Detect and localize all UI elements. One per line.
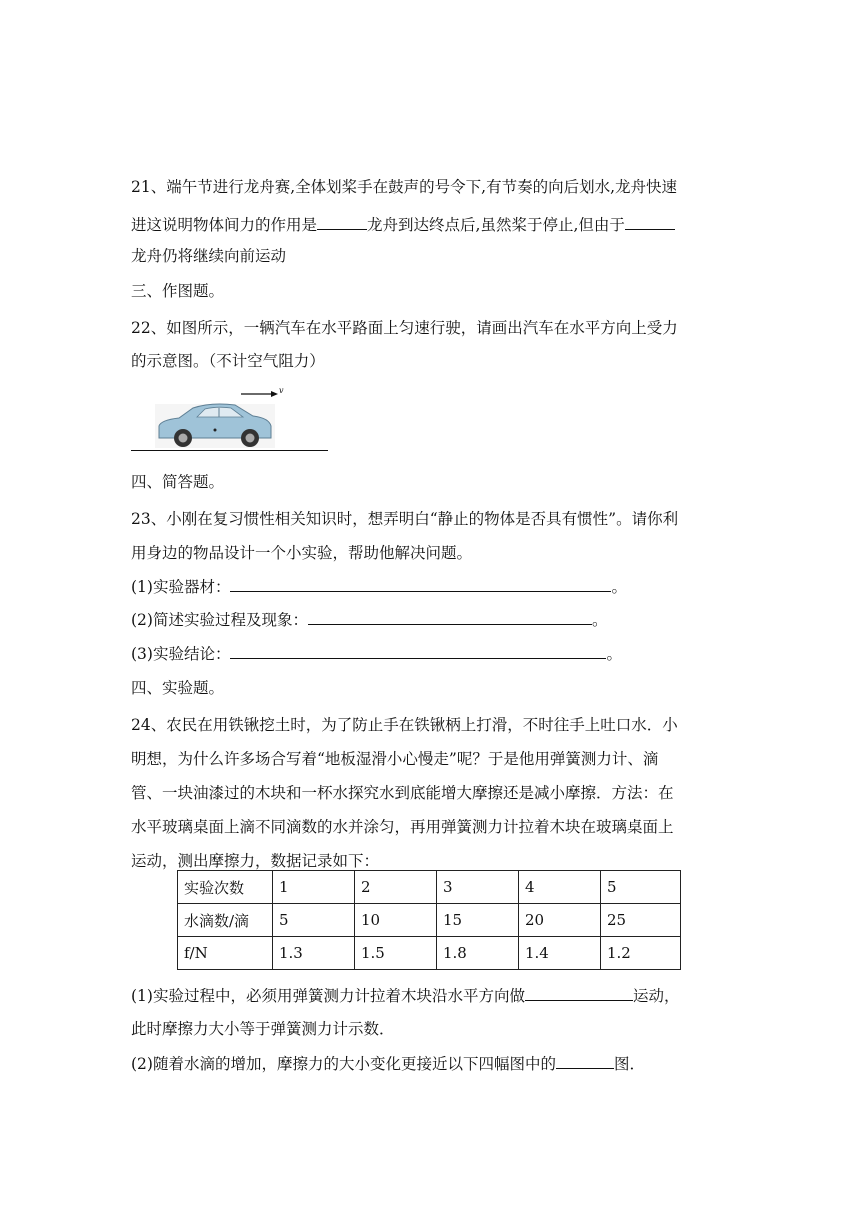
q21-line3: 龙舟仍将继续向前运动 bbox=[131, 247, 287, 265]
q24-line3: 管、一块油漆过的木块和一杯水探究水到底能增大摩擦还是减小摩擦．方法：在 bbox=[131, 784, 674, 802]
section-heading-short-answer: 四、简答题。 bbox=[131, 473, 225, 491]
q23-item2-label: (2)简述实验过程及现象： bbox=[131, 611, 308, 629]
table-cell: 3 bbox=[437, 871, 519, 904]
q23-item3-label: (3)实验结论： bbox=[131, 645, 231, 663]
table-cell: 实验次数 bbox=[178, 871, 273, 904]
table-row bbox=[178, 871, 681, 904]
answer-blank[interactable] bbox=[317, 213, 367, 230]
q22-line2: 的示意图。（不计空气阻力） bbox=[131, 352, 325, 370]
period: 。 bbox=[611, 578, 627, 596]
table-cell: 5 bbox=[601, 871, 681, 904]
road-line bbox=[131, 450, 328, 451]
answer-blank[interactable] bbox=[525, 984, 633, 1001]
q24-line5: 运动，测出摩擦力，数据记录如下： bbox=[131, 852, 380, 870]
table-cell: 1 bbox=[273, 871, 355, 904]
q24-line1: 24、农民在用铁锹挖土时，为了防止手在铁锹柄上打滑，不时往手上吐口水．小 bbox=[131, 716, 678, 734]
table-cell: 水滴数/滴 bbox=[178, 904, 273, 937]
table-row bbox=[178, 937, 681, 970]
answer-blank[interactable] bbox=[308, 608, 592, 625]
table-cell: 1.2 bbox=[601, 937, 681, 970]
q24-sub2 bbox=[131, 1052, 645, 1075]
table-cell: 1.3 bbox=[273, 937, 355, 970]
data-table bbox=[177, 870, 681, 970]
car-figure bbox=[131, 386, 331, 452]
table-cell: 5 bbox=[273, 904, 355, 937]
table-cell: 2 bbox=[355, 871, 437, 904]
q23-item1 bbox=[131, 575, 627, 598]
q24-line2: 明想，为什么许多场合写着“地板湿滑小心慢走”呢？于是他用弹簧测力计、滴 bbox=[131, 750, 659, 768]
table-cell: 20 bbox=[519, 904, 601, 937]
q21-line1: 21、端午节进行龙舟赛,全体划桨手在鼓声的号令下,有节奏的向后划水,龙舟快速 bbox=[131, 178, 678, 196]
table-cell: 15 bbox=[437, 904, 519, 937]
q23-line1: 23、小刚在复习惯性相关知识时，想弄明白“静止的物体是否具有惯性”。请你利 bbox=[131, 510, 679, 528]
table-cell: f/N bbox=[178, 937, 273, 970]
table-cell: 25 bbox=[601, 904, 681, 937]
q21-line2-part-a: 进这说明物体间力的作用是 bbox=[131, 216, 318, 234]
velocity-label: v bbox=[279, 386, 284, 395]
q24-sub1-line2: 此时摩擦力大小等于弹簧测力计示数． bbox=[131, 1020, 395, 1038]
table-cell: 1.8 bbox=[437, 937, 519, 970]
answer-blank[interactable] bbox=[625, 213, 675, 230]
q22-line1: 22、如图所示，一辆汽车在水平路面上匀速行驶，请画出汽车在水平方向上受力 bbox=[131, 319, 678, 337]
table-cell: 1.4 bbox=[519, 937, 601, 970]
q23-item1-label: (1)实验器材： bbox=[131, 578, 231, 596]
section-heading-drawing: 三、作图题。 bbox=[131, 282, 225, 300]
q24-sub1-part-a: (1)实验过程中，必须用弹簧测力计拉着木块沿水平方向做 bbox=[131, 987, 525, 1005]
q24-sub2-part-b: 图． bbox=[613, 1055, 645, 1073]
car-illustration bbox=[131, 386, 331, 452]
q23-item3 bbox=[131, 642, 622, 665]
answer-blank[interactable] bbox=[230, 642, 606, 659]
section-heading-experiment: 四、实验题。 bbox=[131, 679, 225, 697]
q24-sub2-part-a: (2)随着水滴的增加，摩擦力的大小变化更接近以下四幅图中的 bbox=[131, 1055, 556, 1073]
q21-line2-part-b: 龙舟到达终点后,虽然桨于停止,但由于 bbox=[367, 216, 625, 234]
table-row bbox=[178, 904, 681, 937]
period: 。 bbox=[606, 645, 622, 663]
q23-item2 bbox=[131, 608, 607, 631]
q24-sub1-part-b: 运动， bbox=[632, 987, 680, 1005]
table-cell: 10 bbox=[355, 904, 437, 937]
answer-blank[interactable] bbox=[556, 1052, 614, 1069]
table-cell: 1.5 bbox=[355, 937, 437, 970]
q21-line2 bbox=[131, 213, 675, 236]
q23-line2: 用身边的物品设计一个小实验，帮助他解决问题。 bbox=[131, 544, 473, 562]
table-cell: 4 bbox=[519, 871, 601, 904]
period: 。 bbox=[591, 611, 608, 629]
answer-blank[interactable] bbox=[230, 575, 611, 592]
q24-sub1 bbox=[131, 984, 679, 1007]
q24-line4: 水平玻璃桌面上滴不同滴数的水并涂匀，再用弹簧测力计拉着木块在玻璃桌面上 bbox=[131, 818, 674, 836]
